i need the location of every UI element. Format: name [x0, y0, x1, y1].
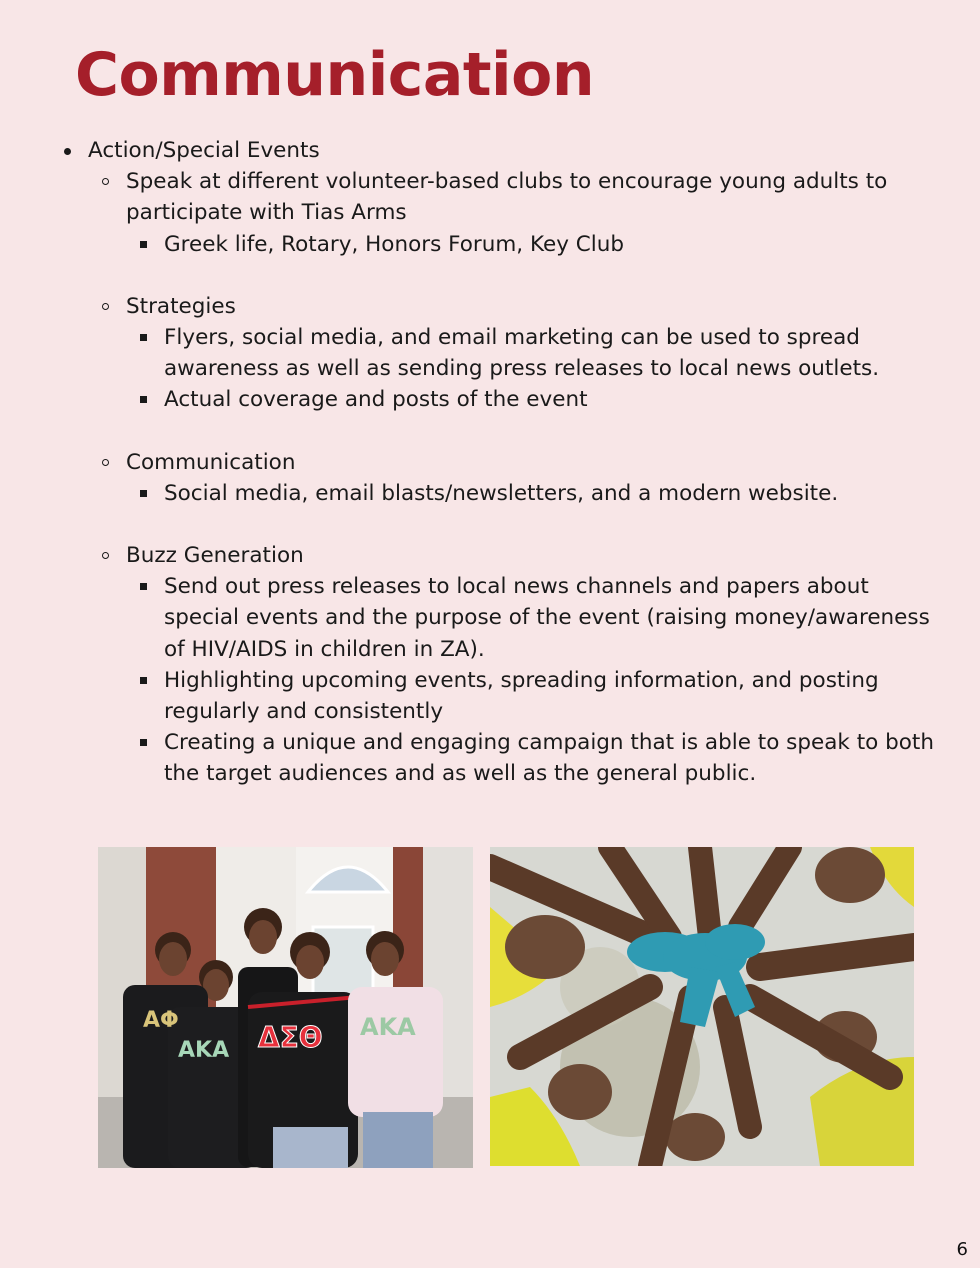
subsection-item — [100, 447, 942, 509]
section-item — [62, 135, 942, 790]
detail-item: Greek life, Rotary, Honors Forum, Key Club — [138, 229, 942, 260]
section-label: Action/Special Events — [88, 138, 320, 163]
shirt-letters: ΑΚΑ — [178, 1038, 230, 1063]
detail-item: Send out press releases to local news channels and papers about special events and the purpose of the event (raising money/awareness of HIV/AIDS in children in ZA). — [138, 571, 942, 665]
subsection-label: Strategies — [126, 293, 236, 319]
shirt-letters: ΔΣΘ — [258, 1021, 323, 1054]
detail-item: Actual coverage and posts of the event — [138, 384, 942, 415]
subsection-label: Buzz Generation — [126, 543, 304, 569]
detail-item: Social media, email blasts/newsletters, and a modern website. — [138, 478, 942, 509]
subsection-label: Speak at different volunteer-based clubs to encourage young adults to participate with Tias Arms — [126, 169, 888, 226]
shirt-letters: ΑΚΑ — [360, 1013, 416, 1041]
page-number: 6 — [956, 1239, 968, 1260]
students-photo — [98, 847, 473, 1168]
subsection-item — [100, 291, 942, 416]
detail-item: Highlighting upcoming events, spreading information, and posting regularly and consistently — [138, 665, 942, 727]
subsection-item — [100, 166, 942, 260]
shirt-letters: ΑΦ — [143, 1008, 179, 1033]
detail-item: Flyers, social media, and email marketing can be used to spread awareness as well as sending press releases to local news outlets. — [138, 322, 942, 384]
outline — [62, 135, 942, 790]
subsection-label: Communication — [126, 449, 296, 475]
volunteers-hands-photo — [490, 847, 914, 1166]
detail-item: Creating a unique and engaging campaign that is able to speak to both the target audiences and as well as the general public. — [138, 727, 942, 789]
subsection-item — [100, 540, 942, 790]
page-title: Communication — [75, 40, 595, 110]
